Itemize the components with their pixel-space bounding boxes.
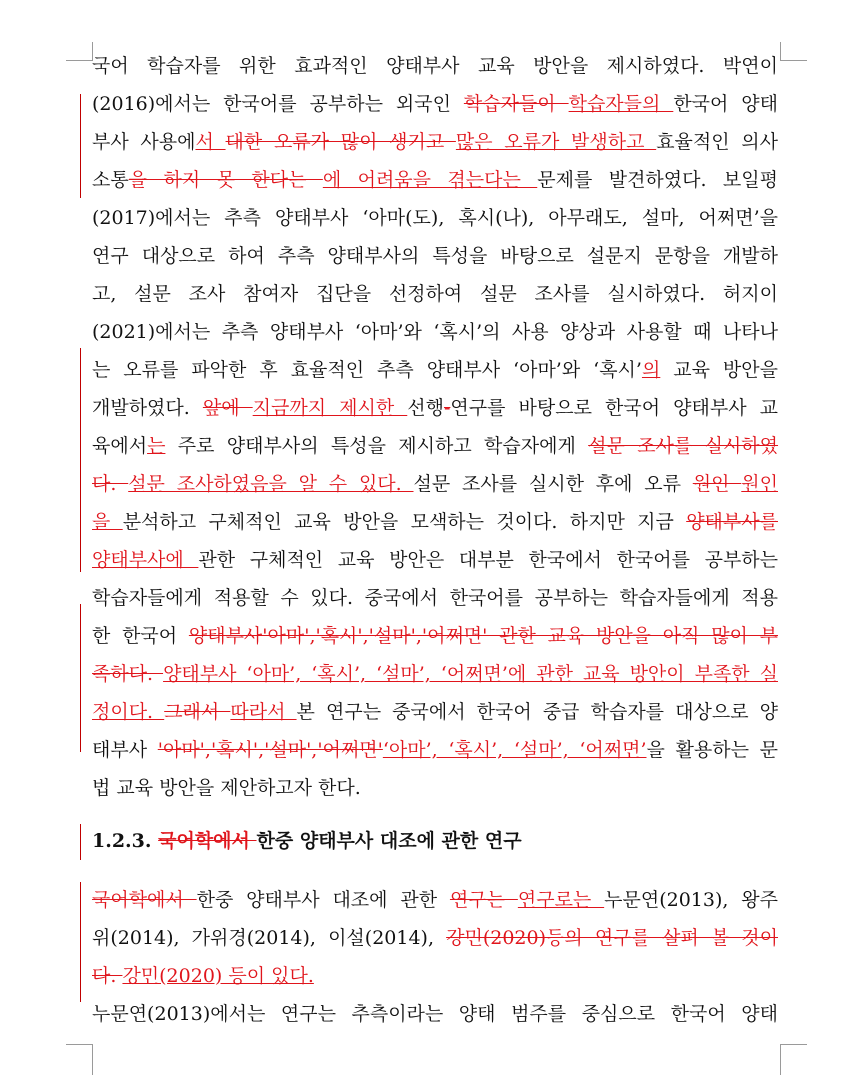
text-run: 국어 학습자를 위한 효과적인 양태부사 교육 방안을 제시하였다. 박연이 — [92, 55, 778, 77]
text-run: 한 한국어 — [92, 625, 189, 647]
deleted-text: '아마','혹시','설마','어쩌면' — [157, 739, 383, 761]
deleted-text: 국어학에서 — [158, 830, 257, 852]
deleted-text: 대한 오류가 많이 생기고 — [225, 131, 456, 153]
text-line — [92, 885, 778, 915]
text-line — [92, 203, 778, 233]
text-line — [92, 583, 778, 613]
text-line — [92, 621, 778, 651]
text-line — [92, 773, 778, 803]
change-bar — [80, 94, 81, 198]
deleted-text: 그래서 — [164, 701, 231, 723]
text-run: 선행 — [407, 397, 444, 419]
deleted-text: 양태부사를 — [686, 511, 778, 533]
text-line — [92, 507, 778, 537]
deleted-text: 학습자들이 — [463, 93, 569, 115]
change-bar — [80, 824, 81, 860]
text-line — [92, 393, 778, 423]
deleted-text: 다. — [92, 473, 129, 495]
text-run: 연구를 바탕으로 한국어 양태부사 교 — [450, 397, 778, 419]
deleted-text: 을 하지 못 한다는 — [128, 169, 323, 191]
text-run: (2021)에서는 추측 양태부사 ‘아마’와 ‘혹시’의 사용 양상과 사용할 때 나타나 — [92, 321, 778, 343]
inserted-text: 에 어려움을 겪는다는 — [322, 169, 538, 191]
text-run: 부사 사용에 — [92, 131, 196, 153]
inserted-text: 는 — [147, 435, 166, 457]
deleted-text: 앞에 — [202, 397, 253, 419]
section-heading — [92, 826, 778, 856]
text-line — [92, 127, 778, 157]
inserted-text: 많은 오류가 발생하고 — [455, 131, 657, 153]
deleted-text: 족하다. — [92, 663, 164, 685]
change-bar — [80, 348, 81, 572]
text-line — [92, 165, 778, 195]
text-line — [92, 241, 778, 271]
text-run: 설문 조사를 실시한 후에 오류 — [413, 473, 693, 495]
inserted-text: 의 — [641, 359, 661, 381]
text-line — [92, 735, 778, 765]
inserted-text: 지금까지 제시한 — [252, 397, 408, 419]
text-run: 법 교육 방안을 제안하고자 한다. — [92, 777, 361, 799]
text-run: 개발하였다. — [92, 397, 203, 419]
deleted-text: 다. — [92, 965, 123, 987]
text-line — [92, 961, 778, 991]
text-run: 한국어 양태 — [673, 93, 779, 115]
inserted-text: 학습자들의 — [568, 93, 674, 115]
text-run: 학습자들에게 적용할 수 있다. 중국에서 한국어를 공부하는 학습자들에게 적용 — [92, 587, 778, 609]
deleted-text: 국어학에서 — [92, 889, 197, 911]
text-run: 을 활용하는 문 — [646, 739, 778, 761]
text-line — [92, 431, 778, 461]
inserted-text: 양태부사에 — [92, 549, 199, 571]
text-run: 육에서 — [92, 435, 148, 457]
text-line — [92, 89, 778, 119]
change-bar — [80, 604, 81, 752]
crop-mark-bottom-left — [66, 1044, 93, 1075]
text-line — [92, 697, 778, 727]
text-run: 1.2.3. — [92, 830, 159, 852]
crop-mark-bottom-right — [780, 1044, 807, 1075]
deleted-text: 설문 조사를 실시하였 — [588, 435, 779, 457]
text-run: 본 연구는 중국에서 한국어 중급 학습자를 대상으로 양 — [296, 701, 778, 723]
crop-mark-top-left — [66, 42, 93, 61]
inserted-text: 따라서 — [230, 701, 297, 723]
inserted-text: 서 — [195, 131, 226, 153]
text-line — [92, 923, 778, 953]
text-run: (2017)에서는 추측 양태부사 ‘아마(도), 혹시(나), 아무래도, 설마, 어쩌면’을 — [92, 207, 778, 229]
inserted-text: ‘아마’, ‘혹시’, ‘설마’, ‘어쩌면’ — [382, 739, 647, 761]
inserted-text: 강민(2020) 등이 있다. — [122, 965, 314, 987]
deleted-text: 양태부사'아마','혹시','설마','어쩌면' 관한 교육 방안을 아직 많이 부 — [188, 625, 778, 647]
text-run: 소통 — [92, 169, 129, 191]
text-run: 한중 양태부사 대조에 관한 연구 — [256, 830, 522, 852]
text-line — [92, 279, 778, 309]
text-run: 문제를 발견하였다. 보일평 — [537, 169, 778, 191]
text-run: 고, 설문 조사 참여자 집단을 선정하여 설문 조사를 실시하였다. 허지이 — [92, 283, 778, 305]
text-run: 관한 구체적인 교육 방안은 대부분 한국에서 한국어를 공부하는 — [198, 549, 779, 571]
inserted-text: 연구로는 — [517, 889, 605, 911]
deleted-text: 원인 — [692, 473, 742, 495]
text-run: 는 오류를 파악한 후 효율적인 추측 양태부사 ‘아마’와 ‘혹시’ — [92, 359, 642, 381]
text-line — [92, 317, 778, 347]
text-run: 주로 양태부사의 특성을 제시하고 학습자에게 — [165, 435, 589, 457]
text-line — [92, 659, 778, 689]
inserted-text: 설문 조사하였음을 알 수 있다. — [128, 473, 414, 495]
text-run: 누문연(2013)에서는 연구는 추측이라는 양태 범주를 중심으로 한국어 양태 — [92, 1003, 778, 1025]
text-run: 분석하고 구체적인 교육 방안을 모색하는 것이다. 하지만 지금 — [122, 511, 687, 533]
text-run: 교육 방안을 — [660, 359, 778, 381]
text-line — [92, 999, 778, 1029]
text-run: 한중 양태부사 대조에 관한 — [196, 889, 450, 911]
text-run: 태부사 — [92, 739, 158, 761]
change-bar — [80, 882, 81, 1002]
text-line — [92, 355, 778, 385]
inserted-text: 양태부사 ‘아마’, ‘혹시’, ‘설마’, ‘어쩌면’에 관한 교육 방안이 부족한 실 — [163, 663, 778, 685]
inserted-text: 원인 — [741, 473, 778, 495]
text-run: 연구 대상으로 하여 추측 양태부사의 특성을 바탕으로 설문지 문항을 개발하 — [92, 245, 778, 267]
text-line — [92, 545, 778, 575]
text-run: 효율적인 의사 — [656, 131, 779, 153]
text-line — [92, 51, 778, 81]
text-run: 위(2014), 가위경(2014), 이설(2014), — [92, 927, 447, 949]
inserted-text: 정이다. — [92, 701, 165, 723]
deleted-text: 강민(2020)등의 연구를 살펴 볼 것이 — [446, 927, 778, 949]
text-line — [92, 469, 778, 499]
crop-mark-top-right — [780, 42, 807, 61]
text-run: (2016)에서는 한국어를 공부하는 외국인 — [92, 93, 464, 115]
text-run: 누문연(2013), 왕주 — [604, 889, 778, 911]
deleted-text: 연구는 — [449, 889, 518, 911]
deleted-text: - — [443, 397, 451, 419]
inserted-text: 을 — [92, 511, 123, 533]
